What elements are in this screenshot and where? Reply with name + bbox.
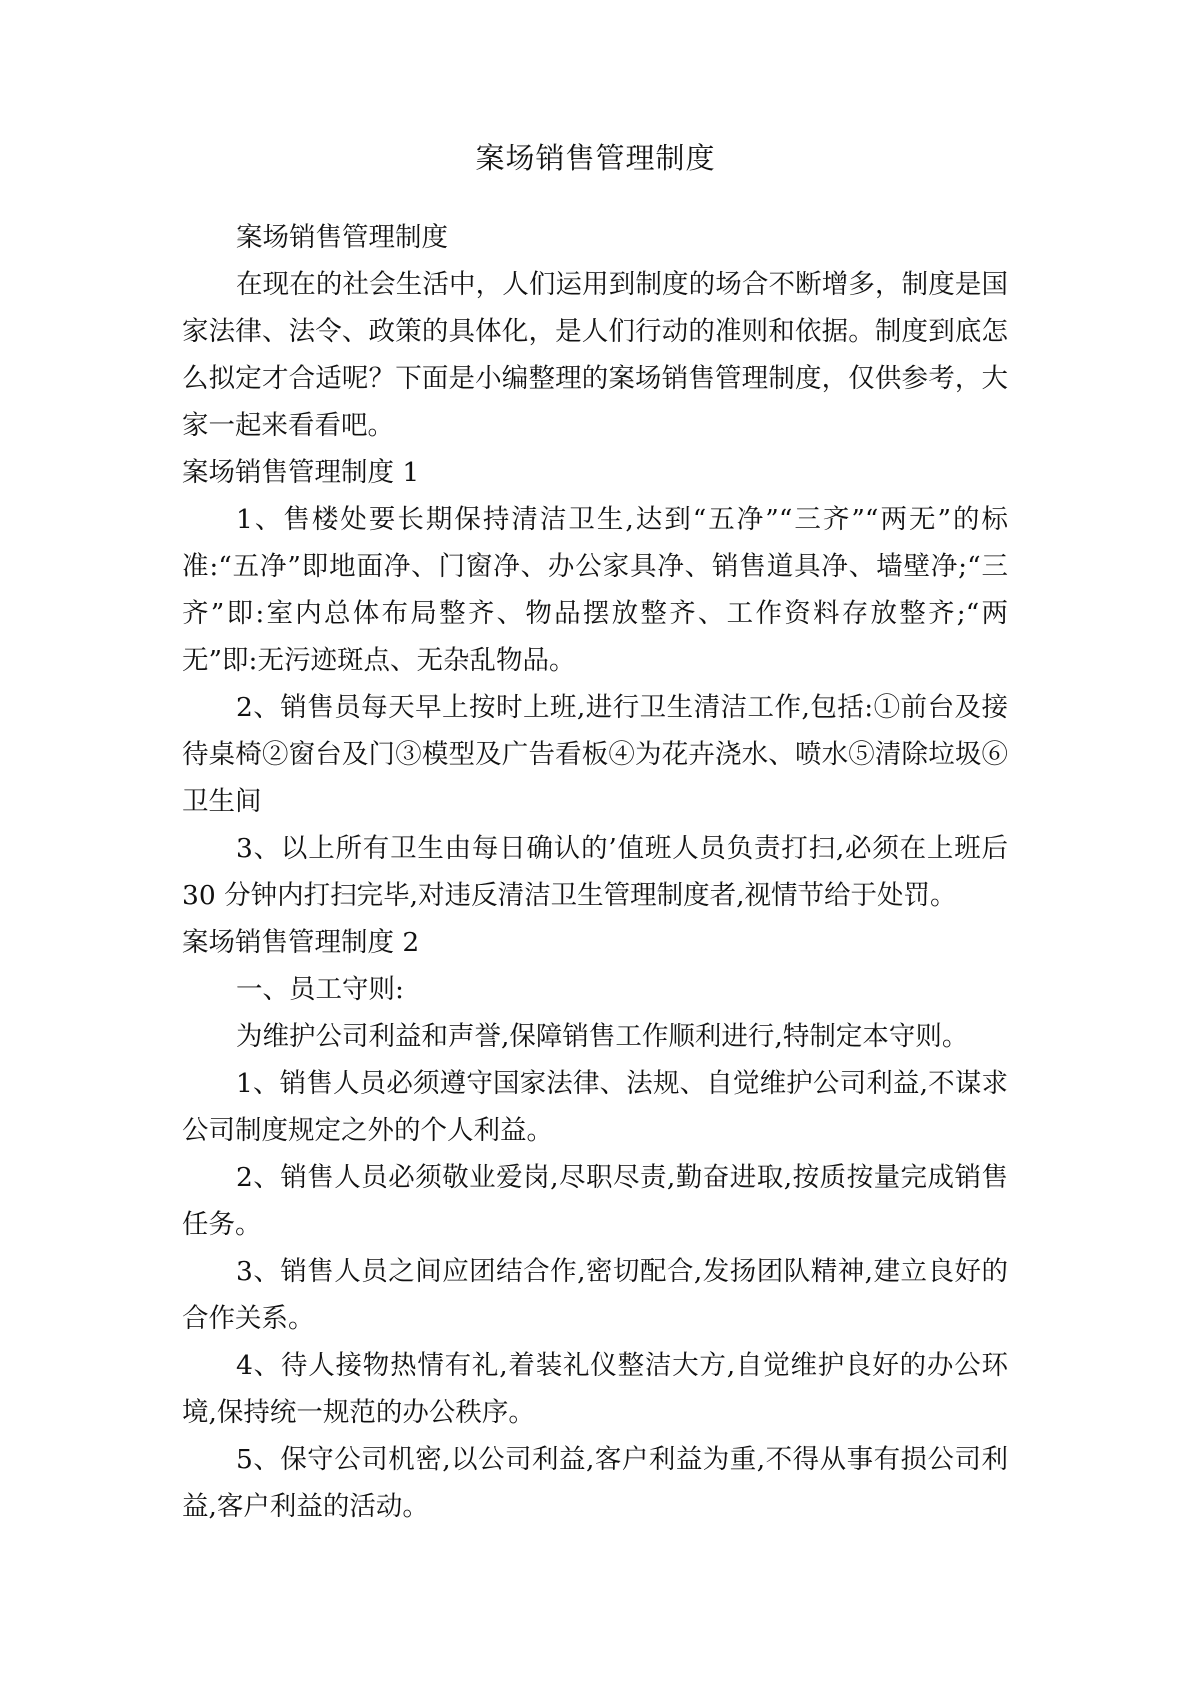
section-2-heading: 案场销售管理制度 2 [182,927,420,958]
section-2-item-4: 4、待人接物热情有礼,着装礼仪整洁大方,自觉维护良好的办公环境,保持统一规范的办公秩序。 [182,1350,1008,1428]
document-body [182,214,1008,1530]
section-2-item-2: 2、销售人员必须敬业爱岗,尽职尽责,勤奋进取,按质按量完成销售任务。 [182,1162,1008,1240]
section-1-item-1: 1、售楼处要长期保持清洁卫生,达到“五净”“三齐”“两无”的标准:“五净”即地面净、门窗净、办公家具净、销售道具净、墙壁净;“三齐”即:室内总体布局整齐、物品摆放整齐、工作资料存放整齐;“两无”即:无污迹斑点、无杂乱物品。 [182,504,1008,676]
section-2-subheading: 一、员工守则: [236,974,404,1005]
section-2-preface: 为维护公司利益和声誉,保障销售工作顺利进行,特制定本守则。 [236,1021,969,1052]
section-2-item-3: 3、销售人员之间应团结合作,密切配合,发扬团队精神,建立良好的合作关系。 [182,1256,1008,1334]
section-1-item-2: 2、销售员每天早上按时上班,进行卫生清洁工作,包括:①前台及接待桌椅②窗台及门③模型及广告看板④为花卉浇水、喷水⑤清除垃圾⑥卫生间 [182,692,1008,817]
section-2-item-5: 5、保守公司机密,以公司利益,客户利益为重,不得从事有损公司利益,客户利益的活动。 [182,1444,1008,1522]
section-2-item-1: 1、销售人员必须遵守国家法律、法规、自觉维护公司利益,不谋求公司制度规定之外的个人利益。 [182,1068,1008,1146]
section-1-heading: 案场销售管理制度 1 [182,457,420,488]
section-1-item-3: 3、以上所有卫生由每日确认的’值班人员负责打扫,必须在上班后 30 分钟内打扫完毕,对违反清洁卫生管理制度者,视情节给于处罚。 [182,833,1008,911]
document-title: 案场销售管理制度 [475,141,716,175]
intro-title: 案场销售管理制度 [236,222,448,253]
intro-paragraph: 在现在的社会生活中，人们运用到制度的场合不断增多，制度是国家法律、法令、政策的具体化，是人们行动的准则和依据。制度到底怎么拟定才合适呢？下面是小编整理的案场销售管理制度，仅供参考，大家一起来看看吧。 [182,269,1008,441]
